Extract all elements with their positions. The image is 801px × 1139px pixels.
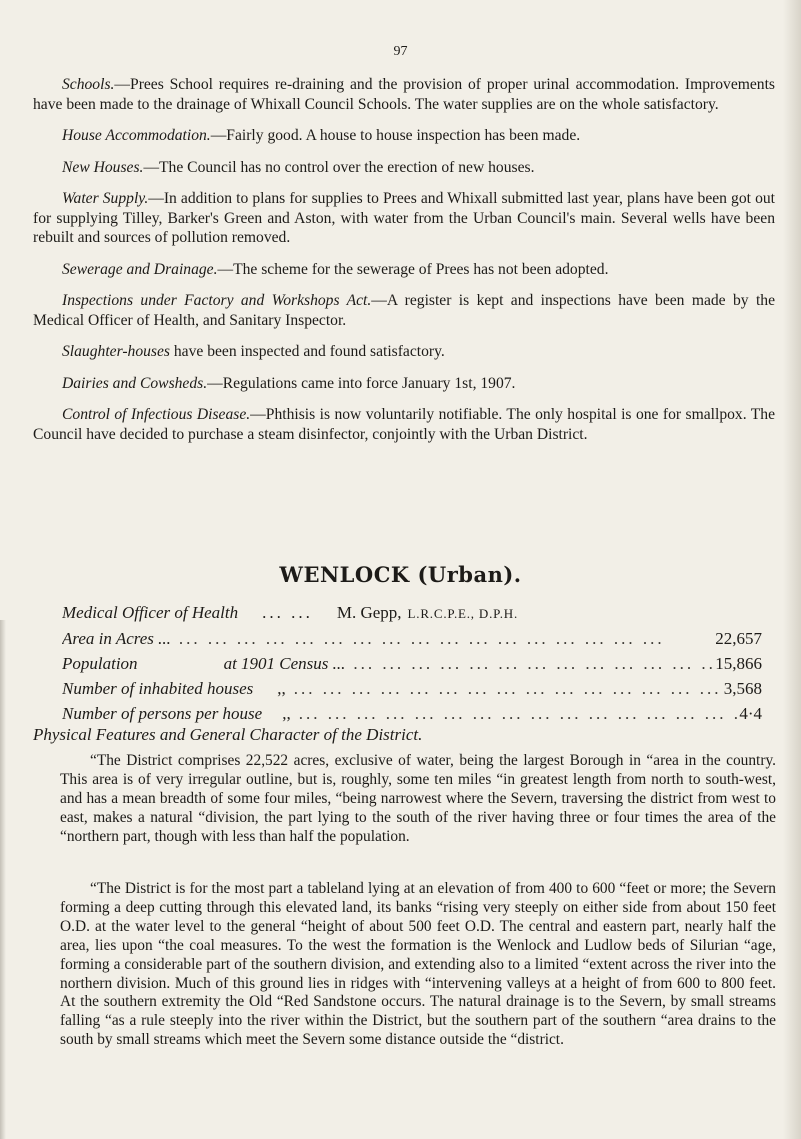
paragraph-infectious-disease: Control of Infectious Disease.—Phthisis is now voluntarily notifiable. The only hospital is one for smallpox. The Council have decided to purchase a steam disinfector, conjointly with the Urban District. <box>33 406 776 443</box>
page-binding-shadow <box>0 620 6 1139</box>
medical-officer-dots: ... ... <box>262 603 313 622</box>
stat-row-persons <box>62 701 762 726</box>
medical-officer-row <box>62 600 762 626</box>
stat-label: Number of inhabited houses <box>62 679 254 698</box>
stat-label: Number of persons per house <box>62 704 263 723</box>
paragraph-new-houses: New Houses.—The Council has no control over the erection of new houses. <box>62 158 535 176</box>
stat-value: 15,866 <box>715 654 762 673</box>
stat-value: 4·4 <box>739 704 762 723</box>
stat-value: 3,568 <box>723 679 762 698</box>
district-heading: WENLOCK (Urban). <box>279 562 522 587</box>
stat-row-population <box>62 651 762 676</box>
stat-label: Area in Acres ... <box>62 629 171 648</box>
medical-officer-label: Medical Officer of Health <box>62 603 239 622</box>
stat-label-extra: ,, <box>277 679 286 698</box>
stat-row-houses <box>62 676 762 701</box>
paragraph-water-supply: Water Supply.—In addition to plans for supplies to Prees and Whixall submitted last year, plans have been got out for supplying Tilley, Barker's Green and Aston, with water from the Urban Council's main. Several wells have been rebuilt and sources of pollution removed. <box>33 190 775 246</box>
stat-label-extra: ,, <box>282 704 291 723</box>
quote-paragraph-2: “The District is for the most part a tableland lying at an elevation of from 400 to 600 “feet or more; the Severn forming a deep cutting through this elevated land, its banks “rising very steeply on either side from about 150 feet O.D. at the water level to the general “height of about 500 feet O.D. The central and eastern part, nearly half the area, lies upon “the coal measures. To the west the formation is the Wenlock and Ludlow beds of Silurian “age, forming a considerable part of the southern division, and extending also to a limited “extent across the river into the northern division. Much of this ground lies in ridges with “intervening valleys at a height of from 600 to 800 feet. At the southern extremity the Old “Red Sandstone occurs. The natural drainage is to the Severn, by small streams falling “as a rule steeply into the river within the District, but the southern part of the southern “area drains to the south by small streams which meet the Severn some distance outside the “district. <box>60 880 776 1049</box>
stat-value: 22,657 <box>715 629 762 648</box>
paragraph-dairies: Dairies and Cowsheds.—Regulations came into force January 1st, 1907. <box>62 374 516 392</box>
quote-paragraph-1: “The District comprises 22,522 acres, exclusive of water, being the largest Borough in “area in the country. This area is of very irregular outline, but is, roughly, some ten miles “in greatest length from north to south-west, and has a mean breadth of some four miles, “being narrowest where the Severn, traversing the district from west to east, makes a natural “division, the part lying to the south of the river having three or four times the area of the “northern part, though with less than half the population. <box>60 752 776 845</box>
leader-dots <box>286 676 724 701</box>
stat-label-extra: at 1901 Census ... <box>223 654 346 673</box>
leader-dots <box>291 701 740 726</box>
medical-officer-name: M. Gepp, <box>336 603 402 622</box>
page-number: 97 <box>393 44 408 59</box>
medical-officer-qualifications: L.R.C.P.E., D.P.H. <box>407 606 519 621</box>
paragraph-sewerage: Sewerage and Drainage.—The scheme for the sewerage of Prees has not been adopted. <box>62 260 609 278</box>
section-title: Physical Features and General Character of the District. <box>33 725 423 744</box>
paragraph-inspections: Inspections under Factory and Workshops Act.—A register is kept and inspections have been made by the Medical Officer of Health, and Sanitary Inspector. <box>33 292 775 329</box>
paragraph-schools: Schools.—Prees School requires re-draining and the provision of proper urinal accommodation. Improvements have been made to the drainage of Whixall Council Schools. The water supplies are on the whole satisfactory. <box>33 76 775 113</box>
stat-row-area <box>62 626 762 651</box>
paragraph-slaughter-houses: Slaughter-houses have been inspected and found satisfactory. <box>62 343 445 360</box>
paragraph-house-accommodation: House Accommodation.—Fairly good. A house to house inspection has been made. <box>62 127 581 144</box>
leader-dots <box>171 626 715 651</box>
stat-label: Population <box>62 654 138 673</box>
leader-dots <box>345 651 715 676</box>
district-statistics <box>62 600 762 726</box>
report-body <box>33 75 775 456</box>
